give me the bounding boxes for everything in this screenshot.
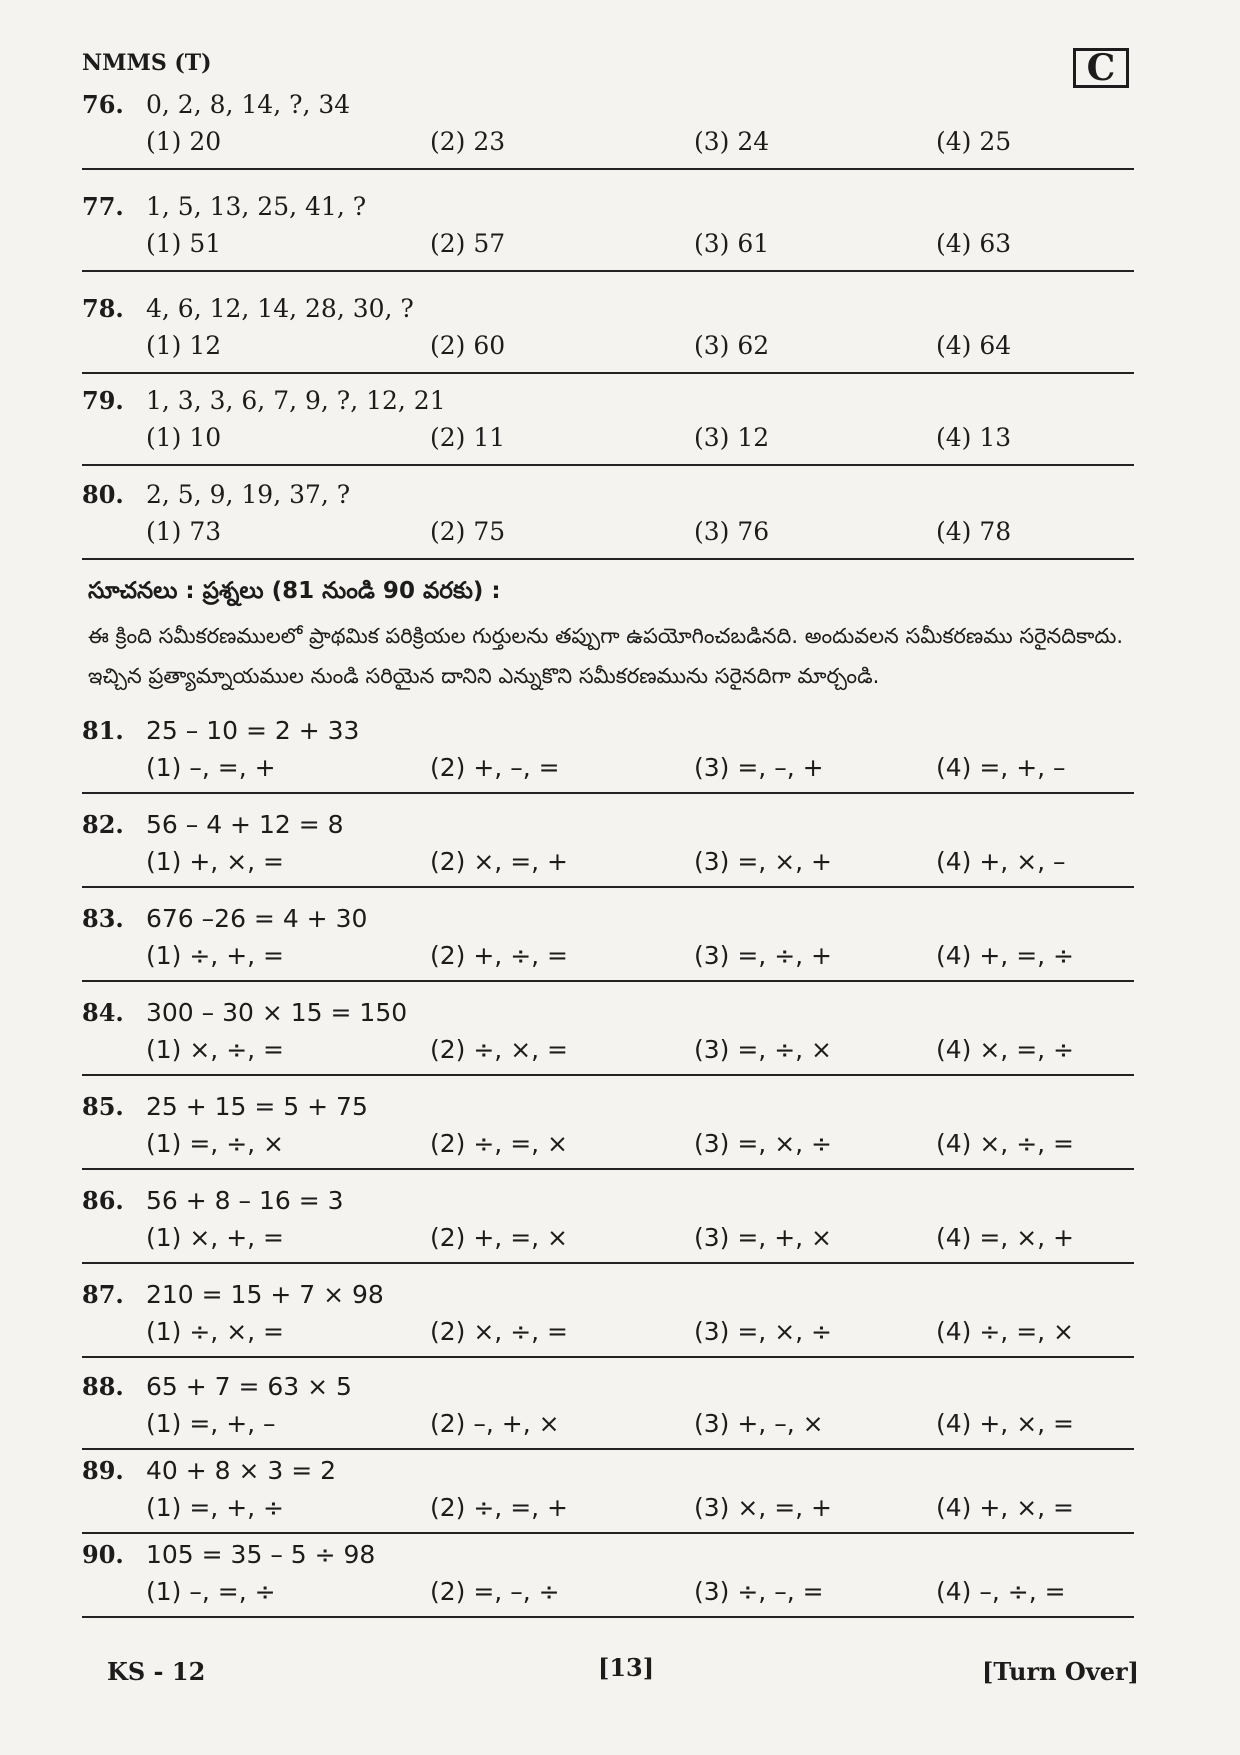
answer-option[interactable]: (2) +, ÷, = [430,941,568,970]
answer-option[interactable]: (4) 13 [936,423,1012,452]
answer-option[interactable]: (1) =, ÷, × [146,1129,284,1158]
answer-option[interactable]: (2) ÷, =, × [430,1129,568,1158]
question-number: 88. [82,1372,124,1401]
answer-option[interactable]: (3) =, ÷, + [694,941,832,970]
instructions-body: ఈ క్రింది సమీకరణములలో ప్రాథమిక పరిక్రియల గుర్తులను తప్పుగా ఉపయోగించబడినది. అందువలన సమీకరణము సరైనదికాదు. ఇచ్చిన ప్రత్యామ్నాయముల నుండి సరియైన దానిని ఎన్నుకొని సమీకరణమును సరైనదిగా మార్చండి. [88,624,1124,688]
answer-option[interactable]: (1) 51 [146,229,222,258]
answer-option[interactable]: (2) ÷, =, + [430,1493,568,1522]
question-text: 25 – 10 = 2 + 33 [146,716,360,745]
question-number: 83. [82,904,124,933]
question-text: 676 –26 = 4 + 30 [146,904,368,933]
page-number: [13] [598,1653,655,1682]
answer-option[interactable]: (3) +, –, × [694,1409,824,1438]
answer-option[interactable]: (4) ÷, =, × [936,1317,1074,1346]
answer-option[interactable]: (3) =, ×, + [694,847,832,876]
question-number: 79. [82,386,124,415]
answer-option[interactable]: (3) 62 [694,331,770,360]
question-text: 4, 6, 12, 14, 28, 30, ? [146,294,414,323]
question-number: 77. [82,192,124,221]
question-text: 1, 3, 3, 6, 7, 9, ?, 12, 21 [146,386,446,415]
answer-option[interactable]: (2) ×, =, + [430,847,568,876]
answer-option[interactable]: (2) 57 [430,229,506,258]
question-text: 0, 2, 8, 14, ?, 34 [146,90,351,119]
question-block [82,1456,1134,1534]
answer-option[interactable]: (1) –, =, + [146,753,276,782]
answer-option[interactable]: (4) 64 [936,331,1012,360]
answer-option[interactable]: (2) –, +, × [430,1409,560,1438]
answer-option[interactable]: (2) 60 [430,331,506,360]
question-block [82,192,1134,272]
answer-option[interactable]: (1) ×, ÷, = [146,1035,284,1064]
question-block [82,1092,1134,1170]
set-code-box: C [1073,48,1129,88]
answer-option[interactable]: (2) 11 [430,423,506,452]
answer-option[interactable]: (2) ×, ÷, = [430,1317,568,1346]
question-text: 56 – 4 + 12 = 8 [146,810,344,839]
answer-option[interactable]: (3) ×, =, + [694,1493,832,1522]
answer-option[interactable]: (1) 10 [146,423,222,452]
question-number: 86. [82,1186,124,1215]
question-number: 90. [82,1540,124,1569]
answer-option[interactable]: (3) =, +, × [694,1223,832,1252]
answer-option[interactable]: (3) 24 [694,127,770,156]
question-text: 25 + 15 = 5 + 75 [146,1092,368,1121]
answer-option[interactable]: (1) –, =, ÷ [146,1577,276,1606]
question-block [82,1280,1134,1358]
answer-option[interactable]: (3) =, ×, ÷ [694,1129,832,1158]
answer-option[interactable]: (2) 75 [430,517,506,546]
answer-option[interactable]: (1) 12 [146,331,222,360]
question-block [82,1540,1134,1618]
question-block [82,480,1134,560]
answer-option[interactable]: (1) ÷, +, = [146,941,284,970]
answer-option[interactable]: (4) ×, =, ÷ [936,1035,1074,1064]
answer-option[interactable]: (1) =, +, – [146,1409,276,1438]
answer-option[interactable]: (4) +, =, ÷ [936,941,1074,970]
answer-option[interactable]: (4) =, +, – [936,753,1066,782]
question-number: 89. [82,1456,124,1485]
question-text: 56 + 8 – 16 = 3 [146,1186,344,1215]
question-block [82,90,1134,170]
question-number: 82. [82,810,124,839]
answer-option[interactable]: (1) 20 [146,127,222,156]
answer-option[interactable]: (2) 23 [430,127,506,156]
answer-option[interactable]: (3) 76 [694,517,770,546]
question-text: 40 + 8 × 3 = 2 [146,1456,337,1485]
question-number: 78. [82,294,124,323]
question-block [82,716,1134,794]
question-block [82,1186,1134,1264]
question-block [82,1372,1134,1450]
question-number: 76. [82,90,124,119]
exam-header: NMMS (T) [82,50,212,76]
answer-option[interactable]: (4) 63 [936,229,1012,258]
answer-option[interactable]: (3) =, –, + [694,753,824,782]
answer-option[interactable]: (2) =, –, ÷ [430,1577,560,1606]
question-number: 85. [82,1092,124,1121]
answer-option[interactable]: (1) ×, +, = [146,1223,284,1252]
question-number: 87. [82,1280,124,1309]
question-text: 105 = 35 – 5 ÷ 98 [146,1540,376,1569]
question-block [82,904,1134,982]
question-text: 65 + 7 = 63 × 5 [146,1372,352,1401]
answer-option[interactable]: (2) +, –, = [430,753,560,782]
answer-option[interactable]: (3) 61 [694,229,770,258]
answer-option[interactable]: (2) +, =, × [430,1223,568,1252]
answer-option[interactable]: (3) =, ×, ÷ [694,1317,832,1346]
question-number: 81. [82,716,124,745]
footer-code: KS - 12 [107,1657,206,1686]
answer-option[interactable]: (4) –, ÷, = [936,1577,1066,1606]
answer-option[interactable]: (4) ×, ÷, = [936,1129,1074,1158]
answer-option[interactable]: (4) =, ×, + [936,1223,1074,1252]
answer-option[interactable]: (1) ÷, ×, = [146,1317,284,1346]
question-number: 84. [82,998,124,1027]
answer-option[interactable]: (3) 12 [694,423,770,452]
answer-option[interactable]: (1) 73 [146,517,222,546]
answer-option[interactable]: (1) +, ×, = [146,847,284,876]
question-text: 300 – 30 × 15 = 150 [146,998,408,1027]
question-text: 1, 5, 13, 25, 41, ? [146,192,367,221]
answer-option[interactable]: (4) +, ×, = [936,1409,1074,1438]
question-text: 210 = 15 + 7 × 98 [146,1280,384,1309]
question-text: 2, 5, 9, 19, 37, ? [146,480,351,509]
turn-over-label: [Turn Over] [982,1657,1140,1686]
answer-option[interactable]: (4) 25 [936,127,1012,156]
question-number: 80. [82,480,124,509]
answer-option[interactable]: (3) =, ÷, × [694,1035,832,1064]
question-block [82,810,1134,888]
answer-option[interactable]: (2) ÷, ×, = [430,1035,568,1064]
question-block [82,386,1134,466]
answer-option[interactable]: (4) +, ×, – [936,847,1066,876]
answer-option[interactable]: (4) +, ×, = [936,1493,1074,1522]
answer-option[interactable]: (1) =, +, ÷ [146,1493,284,1522]
question-block [82,294,1134,374]
answer-option[interactable]: (3) ÷, –, = [694,1577,824,1606]
instructions-title: సూచనలు : ప్రశ్నలు (81 నుండి 90 వరకు) : [88,578,501,604]
answer-option[interactable]: (4) 78 [936,517,1012,546]
question-block [82,998,1134,1076]
